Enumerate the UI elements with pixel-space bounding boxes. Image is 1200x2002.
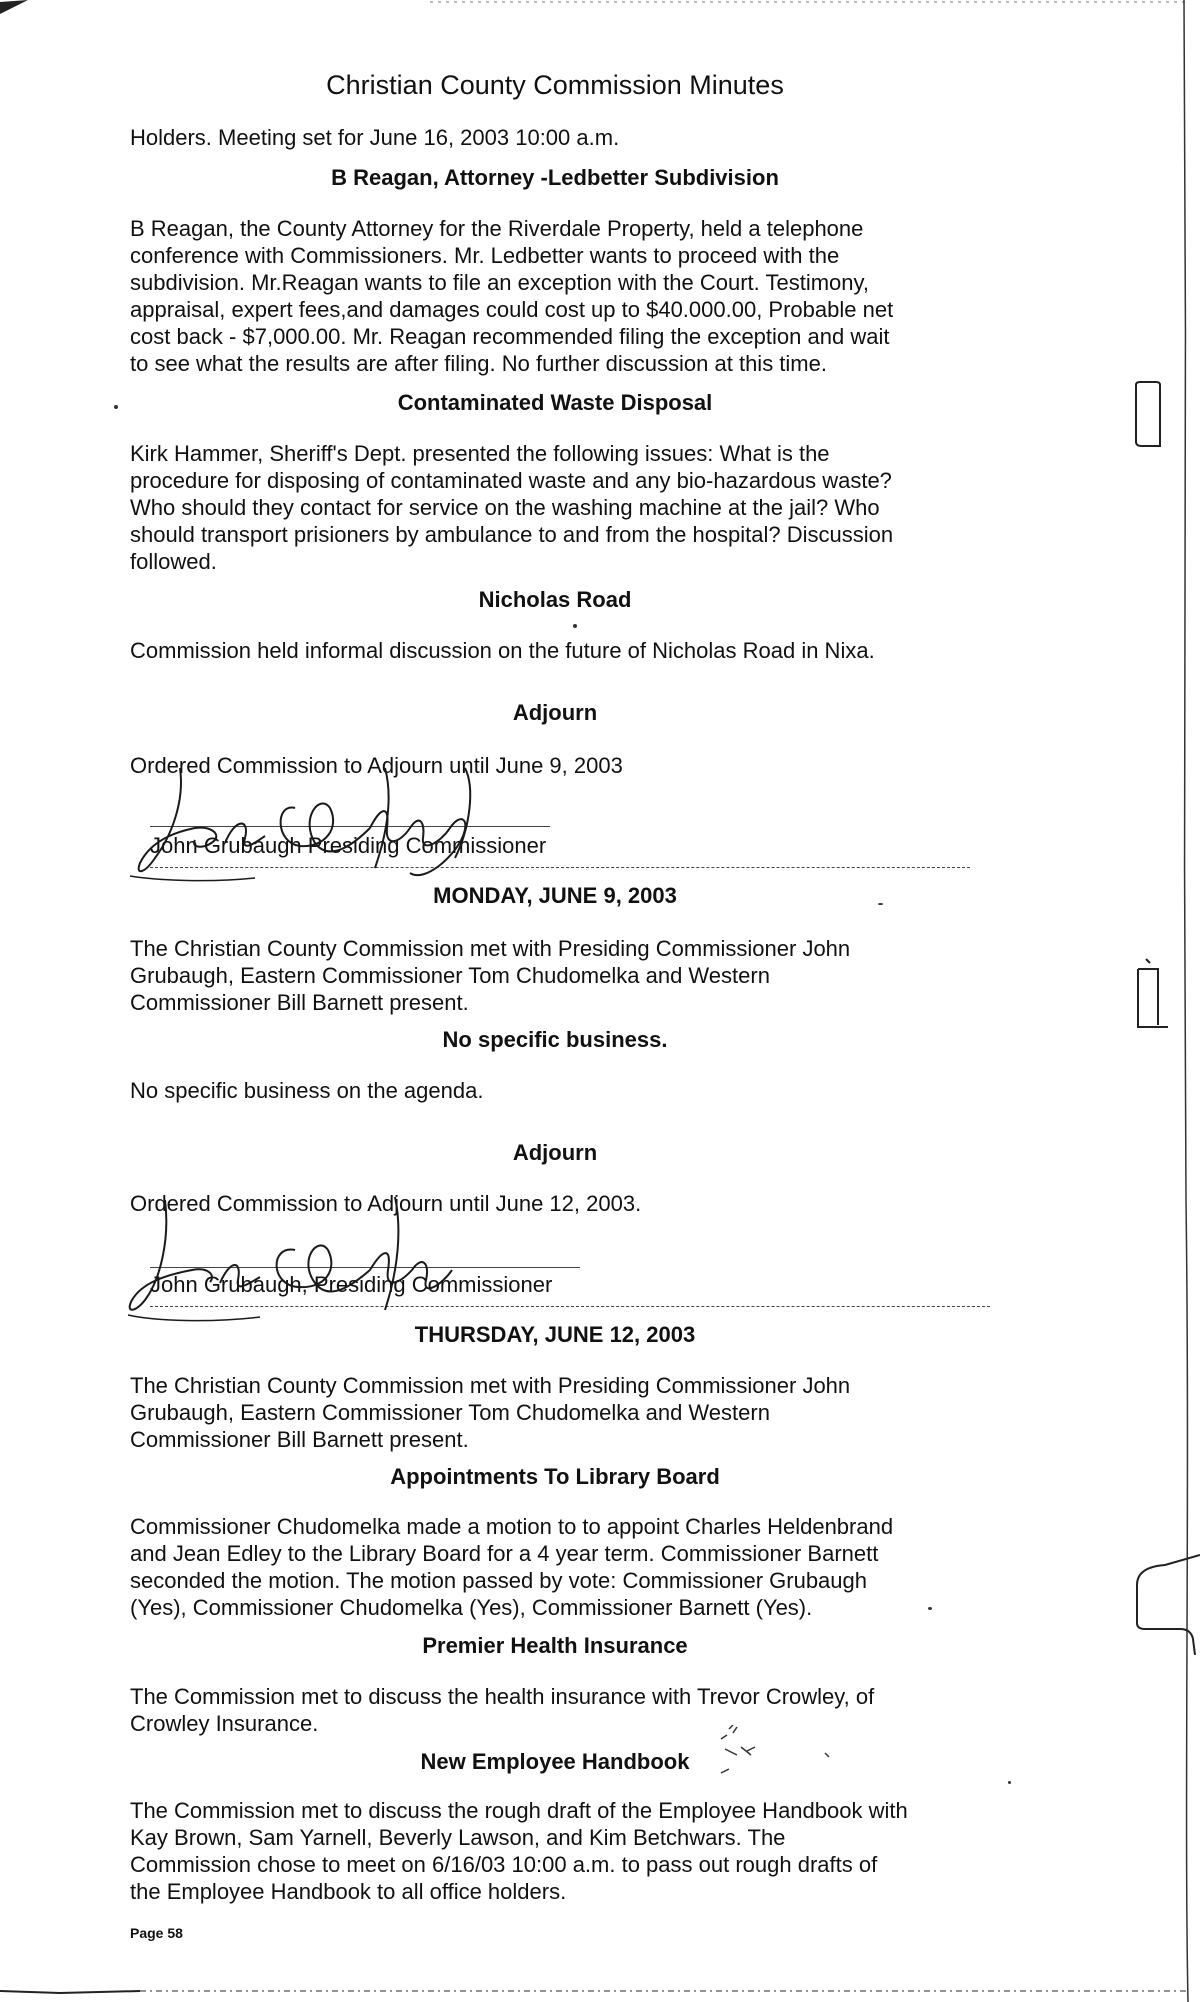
margin-bracket-icon xyxy=(1128,955,1178,1035)
signer-name-1: John Grubaugh Presiding Commissioner xyxy=(150,833,547,858)
margin-bracket-icon xyxy=(1125,1525,1200,1655)
scan-bottom-line xyxy=(0,1985,1200,2002)
section-heading-handbook: New Employee Handbook xyxy=(420,1749,690,1774)
paragraph-waste: Kirk Hammer, Sheriff's Dept. presented the following issues: What is the procedure for disposing of contaminated waste and any bio-hazardous waste? Who should they contact for service on the washing machine at the jail? Who should transport prisioners by ambulance to and from the hospital? Discussion followed. xyxy=(130,441,894,574)
scan-speck xyxy=(878,903,883,905)
scan-speck xyxy=(573,624,577,628)
page-title: Christian County Commission Minutes xyxy=(326,70,784,100)
paragraph-monday: The Christian County Commission met with Presiding Commissioner John Grubaugh, Eastern Commissioner Tom Chudomelka and Western Commissioner Bill Barnett present. xyxy=(130,936,851,1015)
paragraph-reagan: B Reagan, the County Attorney for the Riverdale Property, held a telephone conference with Commissioners. Mr. Ledbetter wants to proceed with the subdivision. Mr.Reagan wants to file an exception with the Court. Testimony, appraisal, expert fees,and damages could cost up to $40.000.00, Probable net cost back - $7,000.00. Mr. Reagan recommended filing the exception and wait to see what the results are after filing. No further discussion at this time. xyxy=(130,216,894,376)
signature-line-2 xyxy=(150,1267,580,1268)
signer-name-2: John Grubaugh, Presiding Commissioner xyxy=(150,1272,553,1297)
scan-speck xyxy=(1008,1781,1011,1784)
corner-mark-icon xyxy=(0,0,40,30)
section-heading-thursday: THURSDAY, JUNE 12, 2003 xyxy=(414,1322,696,1347)
section-heading-adjourn-2: Adjourn xyxy=(512,1140,598,1165)
intro-line: Holders. Meeting set for June 16, 2003 10:00 a.m. xyxy=(130,125,620,150)
section-heading-insurance: Premier Health Insurance xyxy=(422,1633,688,1658)
margin-bracket-icon xyxy=(1128,380,1168,450)
paragraph-insurance: The Commission met to discuss the health insurance with Trevor Crowley, of Crowley Insurance. xyxy=(130,1684,875,1736)
section-heading-waste: Contaminated Waste Disposal xyxy=(397,390,713,415)
adjourn-order-2: Ordered Commission to Adjourn until June 12, 2003. xyxy=(130,1191,642,1216)
page-number: Page 58 xyxy=(130,1925,183,1941)
signature-line-1 xyxy=(150,826,550,827)
scan-speck xyxy=(928,1607,932,1610)
paragraph-handbook: The Commission met to discuss the rough draft of the Employee Handbook with Kay Brown, Sam Yarnell, Beverly Lawson, and Kim Betchwars. The Commission chose to meet on 6/16/03 10:00 a.m. to pass out rough drafts of the Employee Handbook to all office holders. xyxy=(130,1798,908,1904)
paragraph-thursday: The Christian County Commission met with Presiding Commissioner John Grubaugh, Eastern Commissioner Tom Chudomelka and Western Commissioner Bill Barnett present. xyxy=(130,1373,851,1452)
paragraph-nicholas: Commission held informal discussion on the future of Nicholas Road in Nixa. xyxy=(130,638,875,663)
section-heading-library: Appointments To Library Board xyxy=(390,1464,720,1489)
paragraph-library: Commissioner Chudomelka made a motion to to appoint Charles Heldenbrand and Jean Edley to the Library Board for a 4 year term. Commissioner Barnett seconded the motion. The motion passed by vote: Commissioner Grubaugh (Yes), Commissioner Chudomelka (Yes), Commissioner Barnett (Yes). xyxy=(130,1514,894,1620)
paragraph-no-business: No specific business on the agenda. xyxy=(130,1078,484,1103)
adjourn-order-1: Ordered Commission to Adjourn until June 9, 2003 xyxy=(130,753,623,778)
section-heading-monday: MONDAY, JUNE 9, 2003 xyxy=(433,883,677,908)
scan-top-line xyxy=(430,0,1200,6)
divider-1 xyxy=(150,867,970,868)
divider-2 xyxy=(150,1306,990,1307)
section-heading-nicholas: Nicholas Road xyxy=(478,587,632,612)
section-heading-no-business: No specific business. xyxy=(442,1027,668,1052)
section-heading-adjourn-1: Adjourn xyxy=(512,700,598,725)
scan-speck xyxy=(114,405,118,409)
section-heading-reagan: B Reagan, Attorney -Ledbetter Subdivision xyxy=(331,165,779,190)
page-edge-line xyxy=(1180,0,1200,2002)
